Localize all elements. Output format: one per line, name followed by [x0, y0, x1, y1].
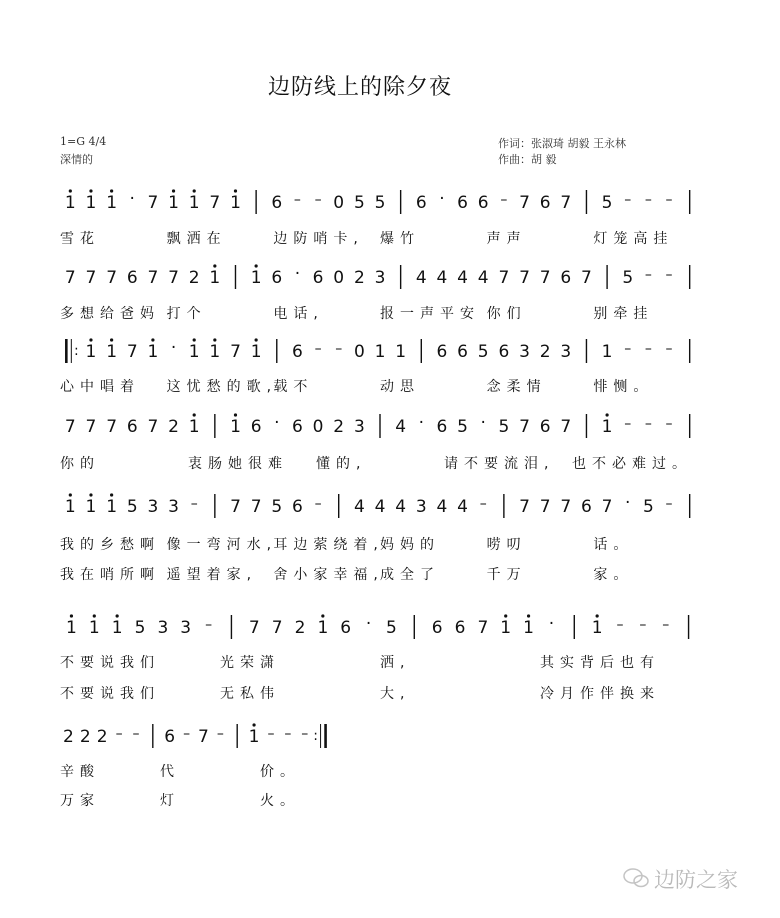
note-high: 1 — [250, 268, 262, 288]
lyric-segment: 不要说我们 — [60, 686, 160, 702]
lyric-segment: 这忧愁的歌, — [166, 379, 278, 395]
octave-dot — [255, 264, 258, 267]
note: 0 — [353, 342, 365, 362]
lyric-segment: 心中唱着 — [60, 379, 140, 395]
octave-dot — [255, 338, 258, 341]
octave-dot — [234, 189, 237, 192]
dotted-rhythm: · — [274, 413, 280, 433]
note: 4 — [457, 497, 468, 517]
note: 6 — [250, 417, 262, 437]
note: 7 — [248, 618, 260, 638]
note: 7 — [85, 268, 97, 288]
note-high: 1 — [500, 618, 512, 638]
note: 7 — [168, 268, 179, 288]
note: 7 — [198, 727, 209, 747]
note: 7 — [519, 193, 530, 213]
lyric-segment: 灯 — [160, 793, 180, 809]
note: 7 — [85, 417, 97, 437]
octave-dot — [504, 614, 507, 617]
note: 5 — [134, 618, 146, 638]
dotted-rhythm: · — [548, 614, 555, 634]
note: 4 — [395, 497, 407, 517]
note: 7 — [250, 497, 262, 517]
note: 7 — [560, 497, 572, 517]
lyric-segment: 妈妈的 — [380, 537, 440, 553]
note-high: 1 — [85, 342, 97, 362]
dash-extension: – — [639, 617, 647, 633]
octave-dot — [234, 413, 237, 416]
note: 7 — [147, 417, 159, 437]
note: 3 — [560, 342, 572, 362]
note: 5 — [622, 268, 634, 288]
note: 7 — [147, 193, 159, 213]
lyricist-credit: 作词：张淑琦 胡毅 王永林 — [498, 137, 626, 150]
dash-extension: – — [314, 192, 322, 208]
lyric-segment: 电话, — [273, 306, 324, 322]
octave-dot — [252, 723, 255, 726]
note: 7 — [106, 268, 118, 288]
lyric-segment: 多想给爸妈 — [60, 306, 160, 322]
lyric-segment: 飘洒在 — [166, 231, 227, 247]
note: 6 — [539, 193, 551, 213]
note: 7 — [126, 342, 138, 362]
note-high: 1 — [248, 727, 260, 747]
lyric-segment: 光荣潇 — [220, 655, 280, 671]
dash-extension: – — [335, 341, 343, 357]
lyric-segment: 雪花 — [60, 231, 100, 247]
lyric-segment: 代 — [160, 764, 180, 780]
dash-extension: – — [665, 416, 673, 432]
lyric-segment: 衷肠她很难 — [188, 456, 288, 472]
lyric-segment: 念柔情 — [486, 379, 547, 395]
note: 7 — [230, 342, 241, 362]
dash-extension: – — [293, 192, 301, 208]
note-high: 1 — [317, 618, 329, 638]
note: 5 — [477, 342, 489, 362]
dash-extension: – — [267, 726, 275, 742]
lyric-segment: 舍小家幸福, — [273, 567, 384, 583]
note: 6 — [292, 342, 303, 362]
note: 7 — [539, 268, 551, 288]
note: 2 — [294, 618, 306, 638]
note: 1 — [374, 342, 386, 362]
lyric-segment: 火。 — [260, 793, 300, 809]
note: 3 — [519, 342, 530, 362]
dash-extension: – — [314, 496, 322, 512]
lyric-segment: 你们 — [486, 306, 527, 322]
note: 7 — [539, 497, 551, 517]
octave-dot — [193, 189, 196, 192]
lyric-segment: 辛酸 — [60, 764, 100, 780]
note: 7 — [519, 268, 530, 288]
note: 6 — [271, 268, 283, 288]
note-high: 1 — [147, 342, 159, 362]
note: 2 — [539, 342, 551, 362]
note: 7 — [230, 497, 241, 517]
lyric-segment: 千万 — [486, 567, 527, 583]
note-high: 1 — [64, 193, 76, 213]
note: 6 — [581, 497, 592, 517]
tempo-mood: 深情的 — [60, 153, 93, 166]
lyric-segment: 家。 — [593, 567, 634, 583]
note: 6 — [477, 193, 489, 213]
dash-extension: – — [644, 341, 652, 357]
page-title: 边防线上的除夕夜 — [267, 75, 452, 100]
note: 6 — [340, 618, 352, 638]
note: 2 — [168, 417, 179, 437]
octave-dot — [172, 189, 175, 192]
note: 5 — [601, 193, 613, 213]
note: 7 — [601, 497, 613, 517]
note-high: 1 — [523, 618, 534, 638]
dotted-rhythm: · — [625, 493, 631, 513]
dash-extension: – — [624, 192, 632, 208]
dash-extension: – — [500, 192, 508, 208]
octave-dot — [527, 614, 530, 617]
dash-extension: – — [205, 617, 213, 633]
dash-extension: – — [115, 726, 123, 742]
note-high: 1 — [85, 193, 97, 213]
dotted-rhythm: · — [418, 413, 424, 433]
lyric-segment: 话。 — [593, 537, 634, 553]
lyric-segment: 我的乡愁啊 — [60, 537, 160, 553]
octave-dot — [70, 614, 73, 617]
note: 7 — [560, 193, 572, 213]
dotted-rhythm: · — [129, 189, 135, 209]
note: 3 — [180, 618, 192, 638]
lyric-segment: 价。 — [260, 764, 300, 780]
octave-dot — [151, 338, 154, 341]
note-high: 1 — [591, 618, 603, 638]
octave-dot — [213, 264, 216, 267]
note-high: 1 — [209, 268, 221, 288]
lyric-segment: 大, — [380, 686, 411, 702]
note: 1 — [601, 342, 613, 362]
note-high: 1 — [188, 193, 200, 213]
note: 2 — [96, 727, 108, 747]
repeat-dots: : — [73, 343, 79, 359]
dash-extension: – — [216, 726, 224, 742]
dash-extension: – — [665, 341, 673, 357]
octave-dot — [89, 493, 92, 496]
note: 5 — [457, 417, 468, 437]
note: 6 — [271, 193, 283, 213]
repeat-dots: : — [313, 728, 318, 744]
dash-extension: – — [624, 341, 632, 357]
note: 4 — [477, 268, 489, 288]
dash-extension: – — [662, 617, 670, 633]
octave-dot — [596, 614, 599, 617]
note: 7 — [519, 497, 530, 517]
note: 2 — [333, 417, 345, 437]
wechat-icon — [622, 867, 652, 889]
note: 6 — [436, 342, 448, 362]
dotted-rhythm: · — [294, 264, 301, 284]
note: 6 — [457, 342, 468, 362]
note: 4 — [395, 417, 407, 437]
lyric-segment: 你的 — [60, 456, 100, 472]
lyric-segment: 洒, — [380, 655, 411, 671]
note: 0 — [333, 268, 345, 288]
note: 6 — [454, 618, 466, 638]
note-high: 1 — [250, 342, 262, 362]
lyric-segment: 成全了 — [380, 567, 440, 583]
lyric-segment: 像一弯河水, — [166, 537, 278, 553]
note: 6 — [539, 417, 551, 437]
note: 5 — [386, 618, 397, 638]
note: 3 — [147, 497, 159, 517]
note: 6 — [164, 727, 176, 747]
note: 7 — [209, 193, 221, 213]
note: 5 — [353, 193, 365, 213]
watermark-text: 边防之家 — [654, 868, 738, 892]
note: 4 — [436, 268, 448, 288]
octave-dot — [89, 338, 92, 341]
note: 3 — [374, 268, 386, 288]
note: 6 — [457, 193, 468, 213]
note: 6 — [126, 268, 138, 288]
dash-extension: – — [479, 496, 487, 512]
note-high: 1 — [106, 342, 118, 362]
note: 3 — [157, 618, 169, 638]
octave-dot — [110, 189, 113, 192]
note-high: 1 — [188, 417, 200, 437]
lyric-segment: 动思 — [380, 379, 420, 395]
dash-extension: – — [624, 416, 632, 432]
note-high: 1 — [601, 417, 613, 437]
lyric-segment: 遥望着家, — [166, 567, 258, 583]
note: 2 — [353, 268, 365, 288]
octave-dot — [93, 614, 96, 617]
lyric-segment: 我在哨所啊 — [60, 567, 160, 583]
note: 3 — [415, 497, 427, 517]
note: 7 — [581, 268, 592, 288]
note: 4 — [436, 497, 448, 517]
note: 6 — [126, 417, 138, 437]
note: 1 — [395, 342, 407, 362]
note: 6 — [560, 268, 572, 288]
note-high: 1 — [188, 342, 200, 362]
note: 5 — [271, 497, 283, 517]
octave-dot — [110, 338, 113, 341]
dotted-rhythm: · — [365, 614, 372, 634]
dash-extension: – — [665, 192, 673, 208]
note: 7 — [64, 417, 76, 437]
lyric-segment: 别牵挂 — [593, 306, 654, 322]
dotted-rhythm: · — [480, 413, 486, 433]
dash-extension: – — [190, 496, 198, 512]
note: 6 — [312, 268, 324, 288]
dash-extension: – — [644, 416, 652, 432]
lyric-segment: 其实背后也有 — [540, 655, 660, 671]
lyric-segment: 无私伟 — [220, 686, 280, 702]
note-high: 1 — [230, 193, 241, 213]
octave-dot — [116, 614, 119, 617]
octave-dot — [110, 493, 113, 496]
lyric-segment: 冷月作伴换来 — [540, 686, 660, 702]
lyric-segment: 也不必难过。 — [572, 456, 692, 472]
dash-extension: – — [314, 341, 322, 357]
dash-extension: – — [665, 496, 673, 512]
lyric-segment: 懂的, — [316, 456, 367, 472]
note: 6 — [292, 497, 303, 517]
note-high: 1 — [106, 497, 118, 517]
lyric-segment: 灯笼高挂 — [593, 231, 674, 247]
octave-dot — [89, 189, 92, 192]
note-high: 1 — [64, 497, 76, 517]
lyric-segment: 耳边萦绕着, — [273, 537, 384, 553]
octave-dot — [193, 338, 196, 341]
note: 6 — [292, 417, 303, 437]
note: 4 — [353, 497, 365, 517]
lyric-segment: 爆竹 — [380, 231, 420, 247]
note: 7 — [498, 268, 510, 288]
note: 7 — [519, 417, 530, 437]
note: 5 — [498, 417, 510, 437]
note: 3 — [353, 417, 365, 437]
note: 2 — [79, 727, 91, 747]
dash-extension: – — [665, 267, 673, 283]
note-high: 1 — [111, 618, 123, 638]
lyric-segment: 悱恻。 — [593, 379, 654, 395]
note: 7 — [271, 618, 283, 638]
note: 5 — [374, 193, 386, 213]
note: 7 — [64, 268, 76, 288]
note: 7 — [106, 417, 118, 437]
note-high: 1 — [106, 193, 118, 213]
lyric-segment: 报一声平安 — [380, 306, 480, 322]
note-high: 1 — [66, 618, 77, 638]
lyric-segment: 万家 — [60, 793, 100, 809]
note: 0 — [333, 193, 345, 213]
note: 7 — [477, 618, 489, 638]
dash-extension: – — [644, 267, 652, 283]
note: 5 — [642, 497, 654, 517]
note: 6 — [436, 417, 448, 437]
dash-extension: – — [183, 726, 191, 742]
lyric-segment: 边防哨卡, — [273, 231, 364, 247]
note-high: 1 — [88, 618, 100, 638]
note: 5 — [126, 497, 138, 517]
note: 7 — [147, 268, 159, 288]
note-high: 1 — [230, 417, 241, 437]
note: 6 — [415, 193, 427, 213]
lyric-segment: 载不 — [273, 379, 314, 395]
note-high: 1 — [168, 193, 179, 213]
composer-credit: 作曲：胡 毅 — [498, 153, 557, 166]
note: 6 — [431, 618, 443, 638]
note: 4 — [457, 268, 468, 288]
dash-extension: – — [616, 617, 624, 633]
octave-dot — [213, 338, 216, 341]
lyric-segment: 不要说我们 — [60, 655, 160, 671]
dotted-rhythm: · — [439, 189, 445, 209]
dash-extension: – — [132, 726, 140, 742]
octave-dot — [605, 413, 608, 416]
octave-dot — [193, 413, 196, 416]
note: 4 — [374, 497, 386, 517]
note-high: 1 — [209, 342, 221, 362]
note: 6 — [498, 342, 510, 362]
lyric-segment: 打个 — [166, 306, 207, 322]
note-high: 1 — [85, 497, 97, 517]
octave-dot — [69, 493, 72, 496]
octave-dot — [69, 189, 72, 192]
key-signature: 1=G 4/4 — [60, 135, 107, 148]
lyric-segment: 声声 — [486, 231, 527, 247]
note: 2 — [63, 727, 74, 747]
note: 3 — [168, 497, 179, 517]
dash-extension: – — [644, 192, 652, 208]
dash-extension: – — [301, 726, 309, 742]
octave-dot — [321, 614, 324, 617]
dash-extension: – — [284, 726, 292, 742]
note: 7 — [560, 417, 572, 437]
note: 0 — [312, 417, 324, 437]
note: 2 — [188, 268, 200, 288]
note: 4 — [415, 268, 427, 288]
lyric-segment: 唠叨 — [486, 537, 527, 553]
lyric-segment: 请不要流泪, — [444, 456, 555, 472]
dotted-rhythm: · — [170, 338, 177, 358]
